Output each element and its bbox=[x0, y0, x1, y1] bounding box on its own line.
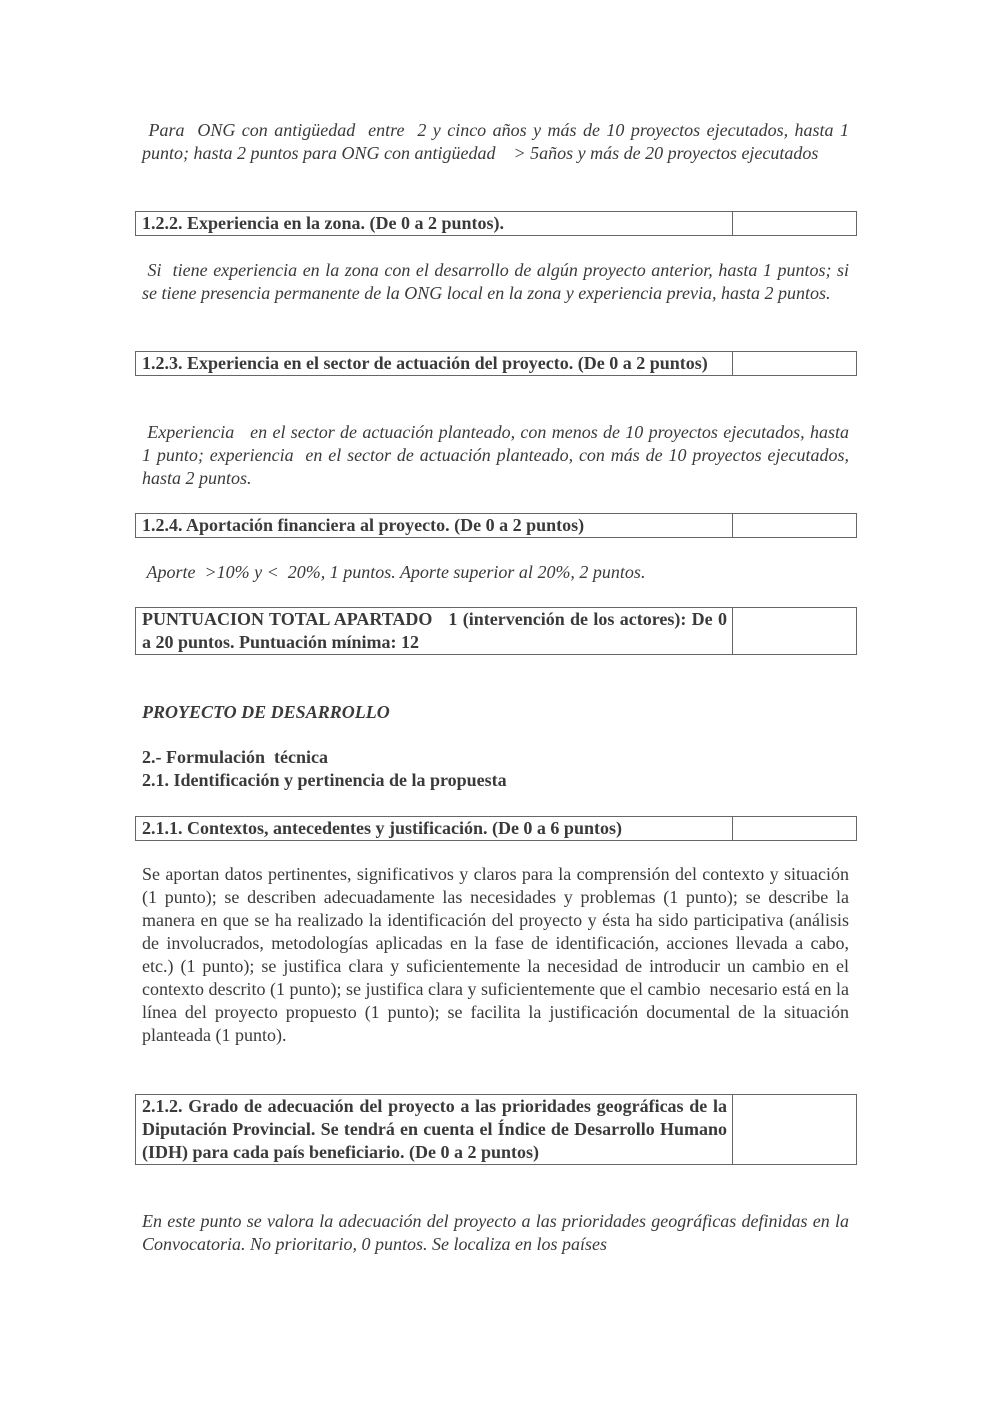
criteria-box-1-2-2 bbox=[135, 211, 857, 236]
score-cell bbox=[733, 608, 856, 654]
criteria-box-1-2-3 bbox=[135, 351, 857, 376]
score-cell bbox=[733, 514, 856, 537]
score-cell bbox=[733, 817, 856, 840]
score-cell bbox=[733, 1095, 856, 1164]
section-title: PROYECTO DE DESARROLLO bbox=[142, 702, 390, 722]
paragraph-contextos: Se aportan datos pertinentes, significativos y claros para la comprensión del contexto y situación (1 punto); se describen adecuadamente las necesidades y problemas (1 punto); se describe la manera en que se ha realizado la identificación del proyecto y ésta ha sido participativa (análisis de involucrados, metodologías aplicadas en la fase de identificación, acciones llevada a cabo, etc.) (1 punto); se justifica clara y suficientemente la necesidad de introducir un cambio en el contexto descrito (1 punto); se justifica clara y suficientemente que el cambio necesario está en la línea del proyecto propuesto (1 punto); se facilita la justificación documental de la situación planteada (1 punto). bbox=[142, 864, 849, 1045]
paragraph-sector: Experiencia en el sector de actuación planteado, con menos de 10 proyectos ejecutados, hasta 1 punto; experiencia en el sector de actuación planteado, con más de 10 proyectos ejecutados, hasta 2 puntos. bbox=[142, 422, 849, 488]
criteria-label: 2.1.1. Contextos, antecedentes y justificación. (De 0 a 6 puntos) bbox=[136, 817, 733, 840]
score-cell bbox=[733, 352, 856, 375]
criteria-box-total bbox=[135, 607, 857, 655]
criteria-label: 2.1.2. Grado de adecuación del proyecto a las prioridades geográficas de la Diputación Provincial. Se tendrá en cuenta el Índice de Desarrollo Humano (IDH) para cada país beneficiario. (De 0 a 2 puntos) bbox=[136, 1095, 733, 1164]
paragraph-ong-antiguedad: Para ONG con antigüedad entre 2 y cinco años y más de 10 proyectos ejecutados, hasta 1 punto; hasta 2 puntos para ONG con antigüedad > 5años y más de 20 proyectos ejecutados bbox=[142, 120, 849, 163]
criteria-label: PUNTUACION TOTAL APARTADO 1 (intervención de los actores): De 0 a 20 puntos. Puntuación mínima: 12 bbox=[136, 608, 733, 654]
criteria-box-2-1-2 bbox=[135, 1094, 857, 1165]
criteria-box-1-2-4 bbox=[135, 513, 857, 538]
criteria-label: 1.2.2. Experiencia en la zona. (De 0 a 2 puntos). bbox=[136, 212, 733, 235]
paragraph-zona: Si tiene experiencia en la zona con el desarrollo de algún proyecto anterior, hasta 1 puntos; si se tiene presencia permanente de la ONG local en la zona y experiencia previa, hasta 2 puntos. bbox=[142, 260, 849, 303]
paragraph-prioridades: En este punto se valora la adecuación del proyecto a las prioridades geográficas definidas en la Convocatoria. No prioritario, 0 puntos. Se localiza en los países bbox=[142, 1211, 849, 1254]
heading-formulacion: 2.- Formulación técnica bbox=[142, 747, 328, 767]
score-cell bbox=[733, 212, 856, 235]
criteria-label: 1.2.3. Experiencia en el sector de actuación del proyecto. (De 0 a 2 puntos) bbox=[136, 352, 733, 375]
paragraph-aporte: Aporte >10% y < 20%, 1 puntos. Aporte superior al 20%, 2 puntos. bbox=[142, 562, 646, 582]
criteria-box-2-1-1 bbox=[135, 816, 857, 841]
criteria-label: 1.2.4. Aportación financiera al proyecto. (De 0 a 2 puntos) bbox=[136, 514, 733, 537]
heading-identificacion: 2.1. Identificación y pertinencia de la propuesta bbox=[142, 770, 507, 790]
